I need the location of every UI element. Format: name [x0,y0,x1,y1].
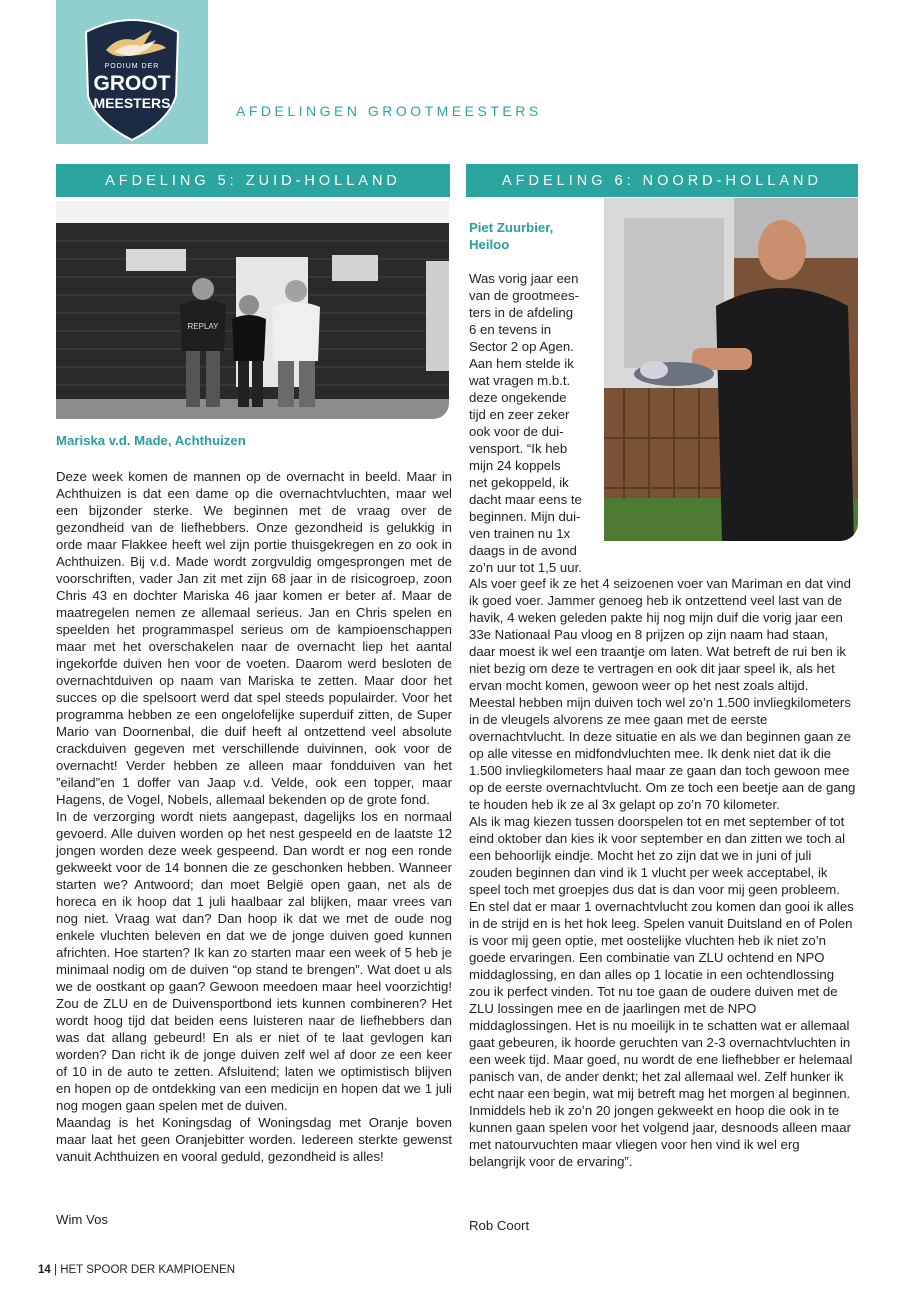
logo-line-1: PODIUM DER [104,63,160,70]
right-intro-line: wat vragen m.b.t. [469,373,571,388]
right-intro-line: beginnen. Mijn dui- [469,509,581,524]
left-paragraph: In de verzorging wordt niets aangepast, dagelijks los en normaal gevoerd. Alle duiven worden op het nest gespeeld en de laatste 12 jongen worden deze week gespeend. Dan wordt er nog een ronde gekweekt voor de 14 bonnen die ze geschonken hebben. Wanneer starten we? Antwoord; dan moet België open gaan, net als de horeca en ik hoop dat 1 juli haalbaar zal blijken, maar vrees van nog niet. Vraag wat dan? Dan hoop ik dat we met de oude nog enkele vluchten beleven en dat we de jonge duiven goed kunnen africhten. Hoe starten? Ik kan zo starten maar een week of 5 heb je minimaal nodig om de duiven “op stand te brengen”. Wat doet u als we de oostkant op gaan? Gewoon meedoen maar heel voorzichtig! Zou de ZLU en de Duivensportbond iets kunnen combineren? Het wordt hoog tijd dat beiden eens luisteren naar de liefhebbers dan was dat allang gebeurd! En als er niet of te laat gevlogen kan worden? Dan richt ik de jonge duiven zelf wel af door ze een keer of 10 in de auto te zetten. Afsluitend; laten we optimistisch blijven en hopen op de ontdekking van een medicijn en hopen dat we 1 juli nog mogen gaan spelen met de duiven. [56,809,452,1113]
right-intro-line: vensport. “Ik heb [469,441,568,456]
right-intro-line: ters in de afdeling [469,305,574,320]
podium-groot-meesters-logo [56,0,208,144]
right-paragraph: Als voer geef ik ze het 4 seizoenen voer van Mariman en dat vind ik goed voer. Jammer genoeg heb ik ontzettend veel last van de havik, 4 weken geleden pakte hij nog mijn duif die vorig jaar een 33e Nationaal Pau vloog en 8 prijzen op zijn naam had staan, daar moest ik wel een traantje om laten. Wat betreft de rui ben ik niet bezig om deze te vertragen en ook dit jaar speel ik, als het ervan mocht komen, gewoon weer op het nest zoals altijd. Meestal hebben mijn duiven toch wel zo’n 1.500 invliegkilometers in de vleugels alvorens ze mee gaan met de eerste overnachtvlucht. In deze situatie en als we dan beginnen gaan ze op alle vitesse en midfondvluchten mee. Ik denk niet dat ik die 1.500 invliegkilometers haal maar ze gaan dan toch gewoon mee op de eerste overnachtvlucht. Om ze toch een beetje aan de gang te houden heb ik ze al 3x gelapt op zo’n 70 kilometer. [469,576,856,812]
left-article-body [56,468,452,1165]
right-intro [469,270,597,576]
right-article-body [469,575,857,1170]
right-intro-line: ven trainen nu 1x [469,526,571,541]
shirt-text: REPLAY [187,322,219,331]
logo-line-3: MEESTERS [93,95,171,111]
afdeling-5-bar: AFDELING 5: ZUID-HOLLAND [56,164,450,197]
right-intro-line: mijn 24 koppels [469,458,561,473]
right-intro-line: Sector 2 op Agen. [469,339,574,354]
section-header: AFDELINGEN GROOTMEESTERS [236,103,542,119]
right-intro-line: dacht maar eens te [469,492,582,507]
right-intro-line: ook voor de dui- [469,424,564,439]
left-paragraph: Deze week komen de mannen op de overnacht in beeld. Maar in Achthuizen is dat een dame op die overnachtvluchten, maar wel een bijzonder sterke. We beginnen met de vraag over de gezondheid van de liefhebbers. Onze gezondheid is gelukkig in orde maar Flakkee heeft wel zijn portie thuisgekregen en zo ook in Achthuizen. Bij v.d. Made wordt zorgvuldig omgesprongen met de voorschriften, vader Jan zit met zijn 68 jaar in de risicogroep, zoon Chris 43 en dochter Mariska 46 jaar komen er beter af. Maar de maatregelen nemen ze allemaal serieus. Jan en Chris spelen en speelden het programmaspel serieus om de kampioenschappen maar met het overschakelen naar de overnacht liep het aantal ingekorfde duiven hen voor de voeten. Daarom werd besloten de overnachtduiven op naam van Mariska te zetten. Maar door het succes op die spelsoort werd dat spel steeds populairder. Voor het programma hebben ze een ongelofelijke superduif zitten, de Super Mario van Doornenbal, die duif heeft al ontzettend veel absolute crackduiven gegeven met verschillende duivinnen, ook voor de overnacht! Verder hebben ze alleen maar fondduiven van het ”eiland”en 1 doffer van Jaap v.d. Velde, ook een topper, maar Hagens, de Vogel, Nobels, allemaal bekenden op de grote fond. [56,469,452,807]
right-intro-line: Aan hem stelde ik [469,356,574,371]
right-signature: Rob Coort [469,1218,530,1233]
logo-line-2: GROOT [93,72,171,95]
right-subhead: Piet Zuurbier, Heiloo [469,220,554,252]
right-paragraph: Als ik mag kiezen tussen doorspelen tot en met september of tot eind oktober dan kies ik voor september en dan zitten we toch al een behoorlijk eindje. Mocht het zo zijn dat we in juni of juli zouden beginnen dan vind ik 1 vlucht per week acceptabel, ik speel toch met groepjes dus dat is dan voor mij geen probleem. En stel dat er maar 1 overnachtvlucht zou komen dan gooi ik alles in de strijd en is het hok leeg. Spelen vanuit Duitsland en of Polen is voor mij geen optie, met oostelijke vluchten heb ik niet zo’n goede ervaringen. Een combinatie van ZLU ochtend en NPO middaglossing, en dan alles op 1 locatie in een ochtendlossing zou ik perfect vinden. Tot nu toe gaan de oudere duiven met de ZLU lossingen mee en de jaarlingen met de NPO middaglossingen. Het is nu moeilijk in te schatten wat er allemaal gaat gebeuren, ik hoorde geruchten van 2-3 overnachtvluchten in een week tijd. Maar goed, nu wordt de ene liefhebber er helemaal panisch van, de ander denkt; het zal allemaal wel. Zelf hunker ik echt naar een begin, wat mij betreft mag het morgen al beginnen. Inmiddels heb ik zo’n 20 jongen gekweekt en hoop die ook in te kunnen gaan spelen voor het volgend jaar, desnoods alleen maar met natourvuchten maar vliegen voor hen vind ik wel erg belangrijk voor de ervaring”. [469,814,854,1169]
left-paragraph: Maandag is het Koningsdag of Woningsdag met Oranje boven maar laat het geen Oranjebitter worden. Iedereen sterkte gewenst vanuit Achthuizen en vooral geduld, gezondheid is alles! [56,1115,452,1164]
logo-panel [56,0,208,144]
page-footer [38,1264,235,1276]
afdeling-6-bar: AFDELING 6: NOORD-HOLLAND [466,164,858,197]
right-intro-line: zo’n uur tot 1,5 uur. [469,560,582,575]
right-intro-line: 6 en tevens in [469,322,552,337]
right-intro-line: net gekoppeld, ik [469,475,569,490]
footer-separator: | [54,1264,57,1276]
right-photo [604,198,858,541]
left-photo [56,201,449,419]
right-intro-line: van de grootmees- [469,288,579,303]
right-intro-line: daags in de avond [469,543,577,558]
right-intro-line: deze ongekende [469,390,567,405]
right-intro-line: Was vorig jaar een [469,271,579,286]
page-number: 14 [38,1264,51,1276]
left-subhead: Mariska v.d. Made, Achthuizen [56,433,246,448]
left-signature: Wim Vos [56,1212,109,1227]
right-intro-line: tijd en zeer zeker [469,407,570,422]
magazine-title: HET SPOOR DER KAMPIOENEN [60,1264,236,1276]
